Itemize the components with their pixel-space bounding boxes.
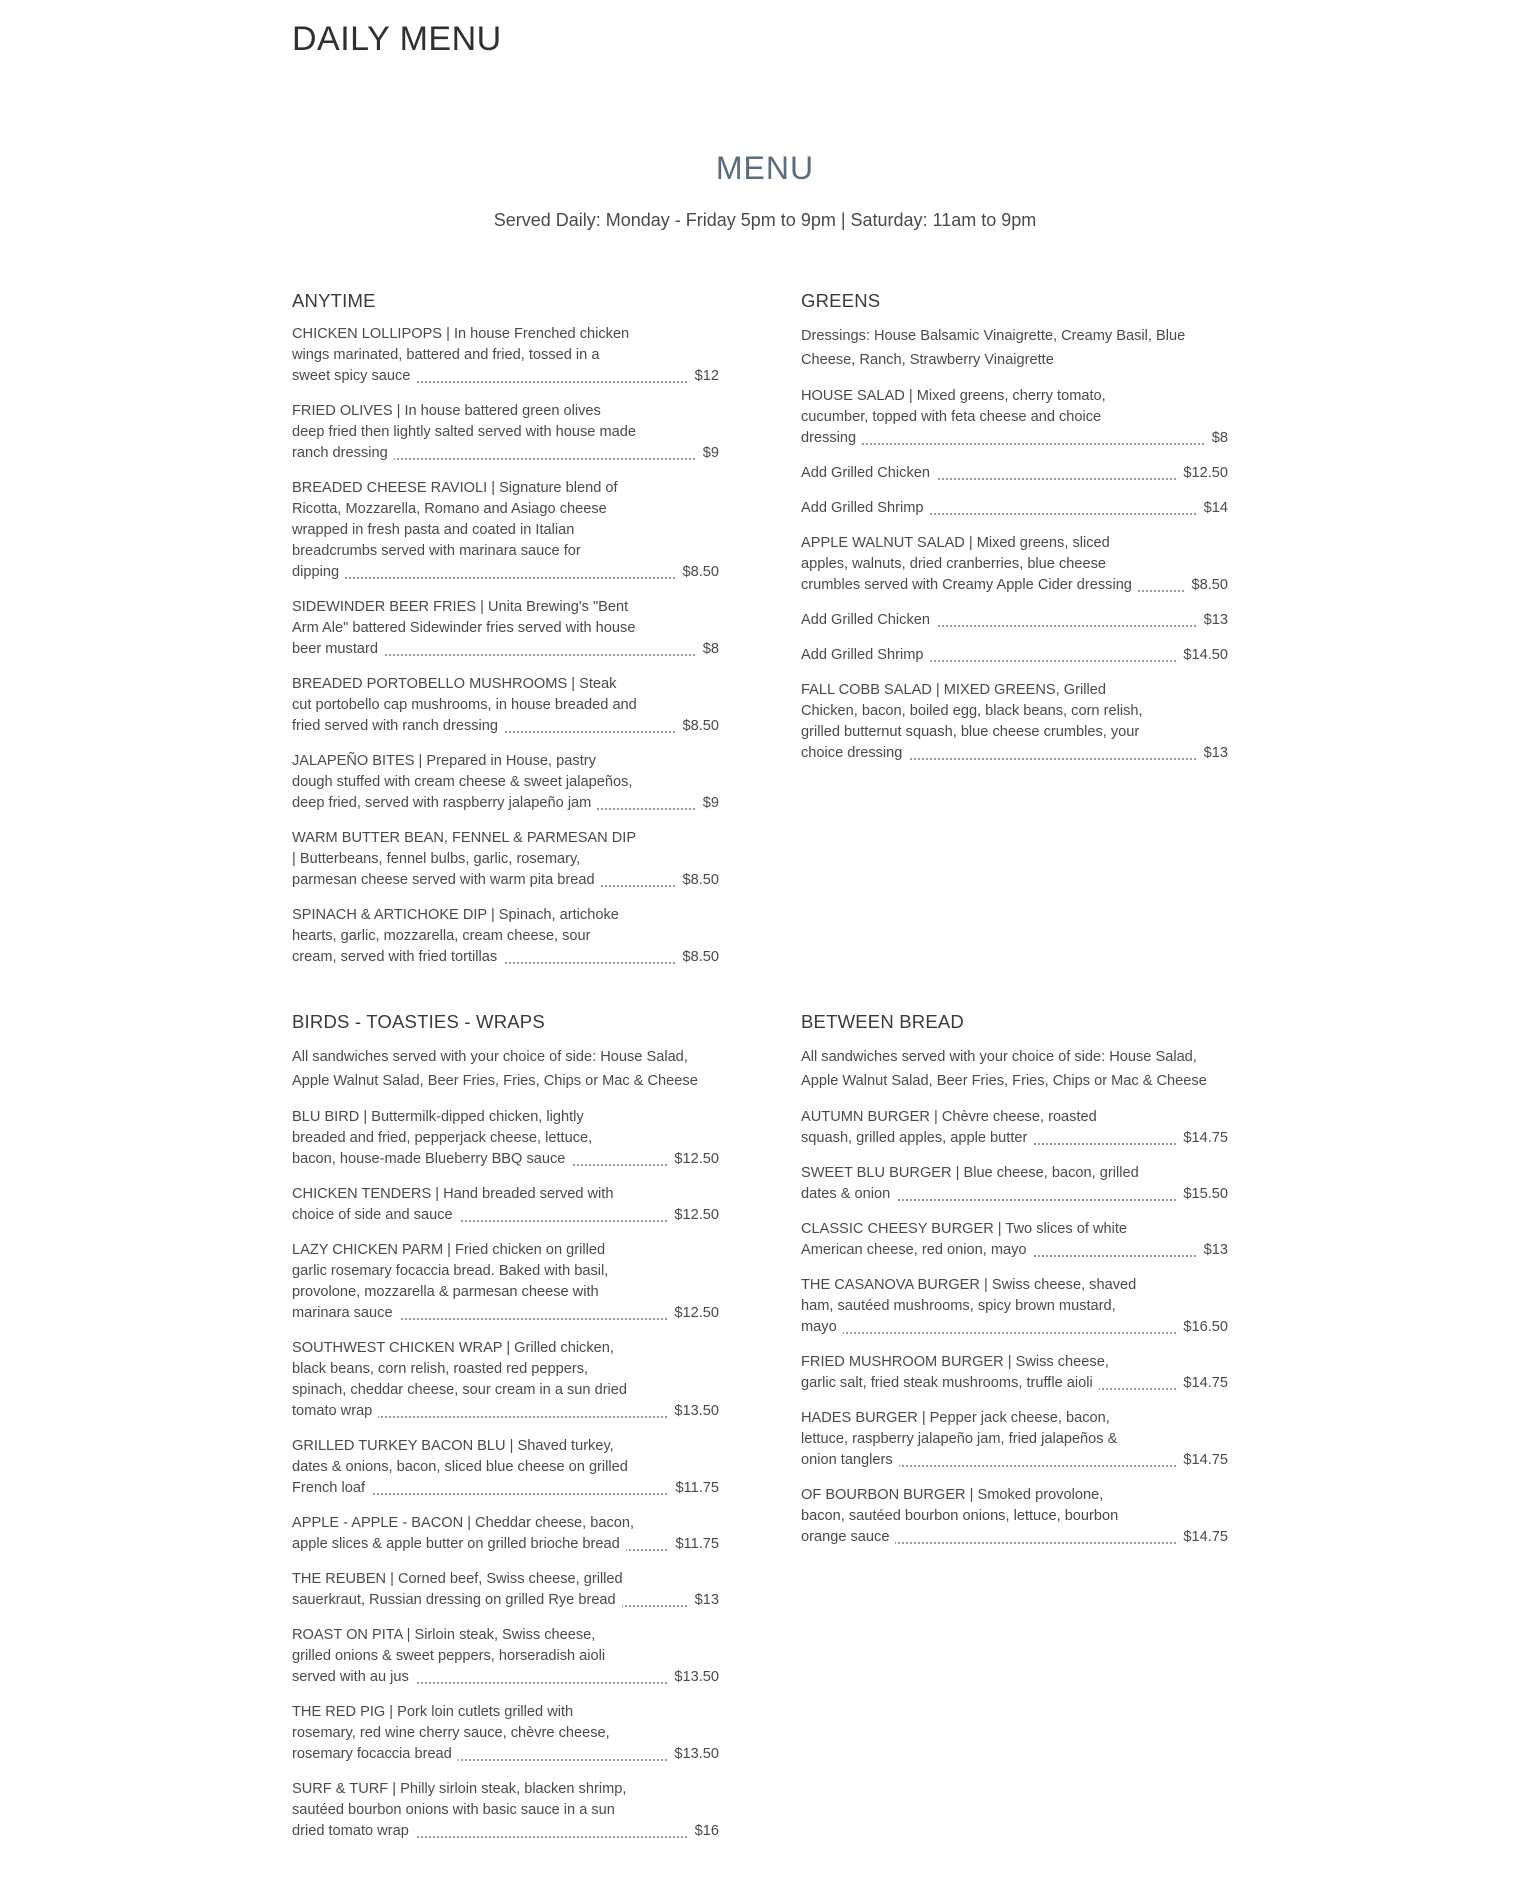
menu-item-description: Add Grilled Chicken bbox=[801, 465, 936, 481]
section-title: GREENS bbox=[801, 290, 881, 311]
menu-item-description: BREADED PORTOBELLO MUSHROOMS | Steak cut portobello cap mushrooms, in house breaded and fried served with ranch dressing bbox=[292, 676, 637, 734]
section-note: All sandwiches served with your choice of side: House Salad, Apple Walnut Salad, Beer Fries, Fries, Chips or Mac & Cheese bbox=[801, 1049, 1207, 1089]
menu-item bbox=[292, 905, 719, 968]
menu-item-price: $8.50 bbox=[1185, 575, 1228, 596]
menu-item-list bbox=[801, 386, 1228, 764]
menu-item-price: $12.50 bbox=[668, 1303, 719, 1324]
menu-item-price: $16 bbox=[689, 1821, 719, 1842]
menu-item-description: Add Grilled Chicken bbox=[801, 612, 936, 628]
menu-item-description: THE REUBEN | Corned beef, Swiss cheese, grilled sauerkraut, Russian dressing on grilled Rye bread bbox=[292, 1571, 623, 1608]
menu-item-price: $8.50 bbox=[676, 870, 719, 891]
menu-item bbox=[292, 1338, 719, 1422]
menu-item bbox=[292, 1625, 719, 1688]
menu-item-price: $13.50 bbox=[668, 1667, 719, 1688]
section-title: ANYTIME bbox=[292, 290, 376, 311]
menu-item-description: GRILLED TURKEY BACON BLU | Shaved turkey, dates & onions, bacon, sliced blue cheese on grilled French loaf bbox=[292, 1438, 628, 1496]
section-title: BETWEEN BREAD bbox=[801, 1011, 964, 1032]
menu-item-price: $14 bbox=[1198, 498, 1228, 519]
menu-item-description: BREADED CHEESE RAVIOLI | Signature blend of Ricotta, Mozzarella, Romano and Asiago cheese wrapped in fresh pasta and coated in Italian breadcrumbs served with marinara sauce for dipping bbox=[292, 480, 618, 580]
menu-item-description: HOUSE SALAD | Mixed greens, cherry tomato, cucumber, topped with feta cheese and choice dressing bbox=[801, 388, 1106, 446]
menu-item bbox=[292, 1436, 719, 1499]
dot-leader bbox=[292, 577, 719, 579]
menu-item bbox=[292, 828, 719, 891]
menu-item-description: SURF & TURF | Philly sirloin steak, blacken shrimp, sautéed bourbon onions with basic sauce in a sun dried tomato wrap bbox=[292, 1781, 627, 1839]
page-title: DAILY MENU bbox=[292, 20, 502, 58]
menu-item-price: $8 bbox=[1206, 428, 1228, 449]
menu-item bbox=[801, 1275, 1228, 1338]
menu-item-description: LAZY CHICKEN PARM | Fried chicken on grilled garlic rosemary focaccia bread. Baked with basil, provolone, mozzarella & parmesan cheese with marinara sauce bbox=[292, 1242, 609, 1321]
menu-item-description: BLU BIRD | Buttermilk-dipped chicken, lightly breaded and fried, pepperjack cheese, lettuce, bacon, house-made Blueberry BBQ sauce bbox=[292, 1109, 593, 1167]
menu-item bbox=[801, 680, 1228, 764]
menu-item-description: CHICKEN TENDERS | Hand breaded served with choice of side and sauce bbox=[292, 1186, 614, 1223]
section-note: All sandwiches served with your choice of side: House Salad, Apple Walnut Salad, Beer Fries, Fries, Chips or Mac & Cheese bbox=[292, 1049, 698, 1089]
menu-item bbox=[801, 645, 1228, 666]
menu-item-description: CLASSIC CHEESY BURGER | Two slices of white American cheese, red onion, mayo bbox=[801, 1221, 1128, 1258]
menu-item-description: FALL COBB SALAD | MIXED GREENS, Grilled Chicken, bacon, boiled egg, black beans, corn relish, grilled butternut squash, blue cheese crumbles, your choice dressing bbox=[801, 682, 1143, 761]
menu-item-price: $13 bbox=[1198, 1240, 1228, 1261]
menu-item bbox=[292, 1569, 719, 1611]
menu-item bbox=[801, 533, 1228, 596]
menu-item-price: $13.50 bbox=[668, 1744, 719, 1765]
menu-item-price: $13 bbox=[1198, 610, 1228, 631]
section-greens bbox=[801, 290, 1228, 778]
section-title: BIRDS - TOASTIES - WRAPS bbox=[292, 1011, 545, 1032]
menu-heading: MENU bbox=[715, 150, 815, 186]
menu-item-price: $8.50 bbox=[676, 947, 719, 968]
menu-item-price: $11.75 bbox=[669, 1534, 719, 1555]
menu-item bbox=[801, 1485, 1228, 1548]
menu-item-price: $9 bbox=[697, 793, 719, 814]
menu-item-description: APPLE - APPLE - BACON | Cheddar cheese, bacon, apple slices & apple butter on grilled brioche bread bbox=[292, 1515, 635, 1552]
section-birds-toasties-wraps bbox=[292, 1011, 719, 1856]
menu-item-price: $13 bbox=[689, 1590, 719, 1611]
menu-item bbox=[801, 1163, 1228, 1205]
menu-item bbox=[801, 1352, 1228, 1394]
menu-item bbox=[292, 478, 719, 583]
menu-item-description: ROAST ON PITA | Sirloin steak, Swiss cheese, grilled onions & sweet peppers, horseradish aioli served with au jus bbox=[292, 1627, 606, 1685]
menu-item-list bbox=[292, 324, 719, 968]
menu-item-description: OF BOURBON BURGER | Smoked provolone, bacon, sautéed bourbon onions, lettuce, bourbon orange sauce bbox=[801, 1487, 1119, 1545]
menu-item bbox=[292, 1779, 719, 1842]
menu-item-price: $8 bbox=[697, 639, 719, 660]
menu-item-description: SPINACH & ARTICHOKE DIP | Spinach, artichoke hearts, garlic, mozzarella, cream cheese, sour cream, served with fried tortillas bbox=[292, 907, 619, 965]
menu-item-price: $9 bbox=[697, 443, 719, 464]
menu-item bbox=[292, 401, 719, 464]
menu-item-description: Add Grilled Shrimp bbox=[801, 647, 929, 663]
menu-item-price: $12 bbox=[689, 366, 719, 387]
menu-item bbox=[801, 610, 1228, 631]
menu-item-description: Add Grilled Shrimp bbox=[801, 500, 929, 516]
menu-item bbox=[292, 1702, 719, 1765]
menu-item-price: $8.50 bbox=[676, 562, 719, 583]
menu-item-price: $14.75 bbox=[1177, 1527, 1228, 1548]
menu-item bbox=[801, 1107, 1228, 1149]
menu-item-description: SWEET BLU BURGER | Blue cheese, bacon, grilled dates & onion bbox=[801, 1165, 1139, 1202]
menu-item-description: SOUTHWEST CHICKEN WRAP | Grilled chicken, black beans, corn relish, roasted red peppers, spinach, cheddar cheese, sour cream in a sun dried tomato wrap bbox=[292, 1340, 628, 1419]
menu-item-price: $12.50 bbox=[1177, 463, 1228, 484]
menu-item-price: $13 bbox=[1198, 743, 1228, 764]
menu-item bbox=[292, 597, 719, 660]
menu-item-description: CHICKEN LOLLIPOPS | In house Frenched chicken wings marinated, battered and fried, tossed in a sweet spicy sauce bbox=[292, 326, 630, 384]
menu-item-description: FRIED OLIVES | In house battered green olives deep fried then lightly salted served with house made ranch dressing bbox=[292, 403, 636, 461]
menu-item bbox=[801, 386, 1228, 449]
menu-item-price: $12.50 bbox=[668, 1149, 719, 1170]
served-hours: Served Daily: Monday - Friday 5pm to 9pm | Saturday: 11am to 9pm bbox=[493, 210, 1037, 230]
menu-item-description: SIDEWINDER BEER FRIES | Unita Brewing's "Bent Arm Ale" battered Sidewinder fries served with house beer mustard bbox=[292, 599, 636, 657]
menu-item bbox=[801, 498, 1228, 519]
dot-leader bbox=[801, 443, 1228, 445]
menu-item-description: THE RED PIG | Pork loin cutlets grilled with rosemary, red wine cherry sauce, chèvre cheese, rosemary focaccia bread bbox=[292, 1704, 610, 1762]
menu-item-price: $14.75 bbox=[1177, 1128, 1228, 1149]
section-anytime bbox=[292, 290, 719, 982]
menu-item-description: WARM BUTTER BEAN, FENNEL & PARMESAN DIP | Butterbeans, fennel bulbs, garlic, rosemary, parmesan cheese served with warm pita bread bbox=[292, 830, 637, 888]
menu-item-price: $14.75 bbox=[1177, 1373, 1228, 1394]
menu-item bbox=[801, 1219, 1228, 1261]
menu-item bbox=[292, 1107, 719, 1170]
menu-item-description: APPLE WALNUT SALAD | Mixed greens, sliced apples, walnuts, dried cranberries, blue cheese crumbles served with Creamy Apple Cider dressing bbox=[801, 535, 1138, 593]
menu-item-description: FRIED MUSHROOM BURGER | Swiss cheese, garlic salt, fried steak mushrooms, truffle aioli bbox=[801, 1354, 1109, 1391]
menu-item-price: $14.50 bbox=[1177, 645, 1228, 666]
menu-item bbox=[292, 674, 719, 737]
menu-item-price: $16.50 bbox=[1177, 1317, 1228, 1338]
menu-item bbox=[292, 1513, 719, 1555]
menu-item-list bbox=[292, 1107, 719, 1842]
menu-item-list bbox=[801, 1107, 1228, 1548]
menu-item-price: $11.75 bbox=[669, 1478, 719, 1499]
menu-item-description: HADES BURGER | Pepper jack cheese, bacon, lettuce, raspberry jalapeño jam, fried jalapeños & onion tanglers bbox=[801, 1410, 1118, 1468]
menu-item bbox=[292, 1184, 719, 1226]
menu-item bbox=[801, 463, 1228, 484]
menu-item bbox=[292, 751, 719, 814]
menu-item-price: $8.50 bbox=[676, 716, 719, 737]
section-between-bread bbox=[801, 1011, 1228, 1562]
menu-item-price: $12.50 bbox=[668, 1205, 719, 1226]
menu-item-price: $14.75 bbox=[1177, 1450, 1228, 1471]
menu-item-description: AUTUMN BURGER | Chèvre cheese, roasted squash, grilled apples, apple butter bbox=[801, 1109, 1097, 1146]
menu-item bbox=[292, 324, 719, 387]
dot-leader bbox=[801, 1332, 1228, 1334]
menu-item-description: JALAPEÑO BITES | Prepared in House, pastry dough stuffed with cream cheese & sweet jalapeños, deep fried, served with raspberry jalapeño jam bbox=[292, 753, 633, 811]
menu-item-price: $13.50 bbox=[668, 1401, 719, 1422]
menu-item bbox=[801, 1408, 1228, 1471]
menu-item bbox=[292, 1240, 719, 1324]
section-note: Dressings: House Balsamic Vinaigrette, Creamy Basil, Blue Cheese, Ranch, Strawberry Vinaigrette bbox=[801, 328, 1186, 368]
menu-item-price: $15.50 bbox=[1177, 1184, 1228, 1205]
menu-item-description: THE CASANOVA BURGER | Swiss cheese, shaved ham, sautéed mushrooms, spicy brown mustard, mayo bbox=[801, 1277, 1137, 1335]
